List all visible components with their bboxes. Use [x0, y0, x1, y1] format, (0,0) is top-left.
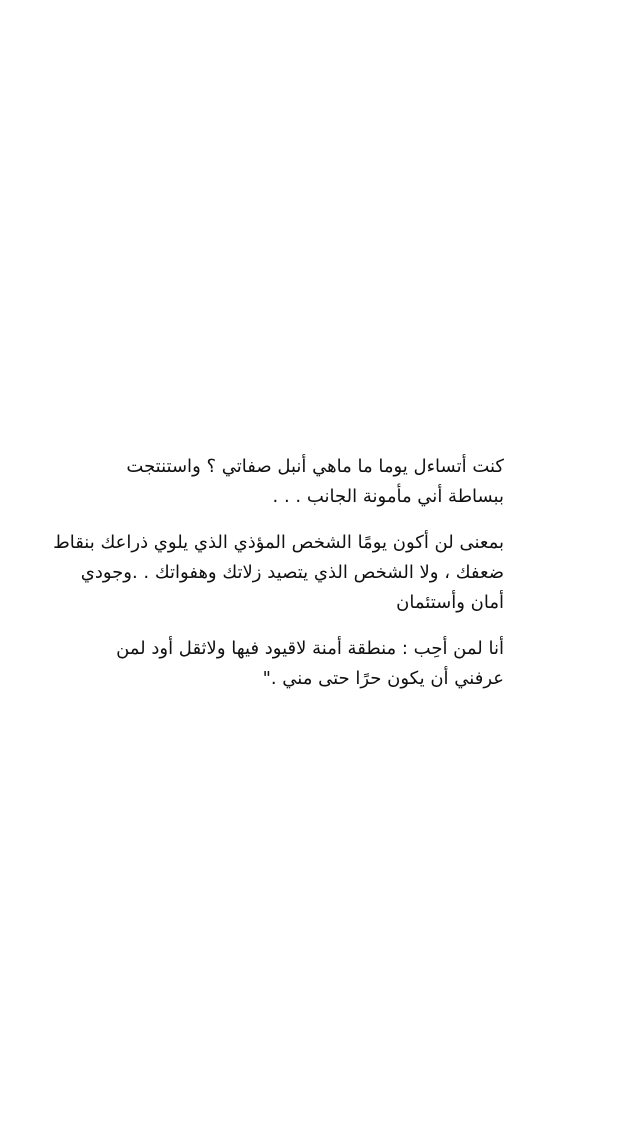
- paragraph-3: [116, 634, 504, 694]
- paragraph-2-line-2: ضعفك ، ولا الشخص الذي يتصيد زلاتك وهفواتك . .وجودي: [80, 562, 504, 583]
- paragraph-1: [126, 452, 504, 512]
- paragraph-3-line-1: أنا لمن أحِب : منطقة أمنة لاقيود فيها ولاثقل أود لمن: [116, 638, 504, 659]
- paragraph-1-line-1: كنت أتساءل يوما ما ماهي أنبل صفاتي ؟ واستنتجت: [126, 456, 504, 477]
- paragraph-2-line-3: أمان وأستئمان: [396, 592, 504, 613]
- paragraph-2-line-1: بمعنى لن أكون يومًا الشخص المؤذي الذي يلوي ذراعك بنقاط: [53, 532, 504, 553]
- paragraph-2: [53, 528, 504, 618]
- paragraph-1-line-2: ببساطة أني مأمونة الجانب . . .: [272, 486, 504, 507]
- paragraph-3-line-2: عرفني أن يكون حرًا حتى مني .": [262, 668, 504, 689]
